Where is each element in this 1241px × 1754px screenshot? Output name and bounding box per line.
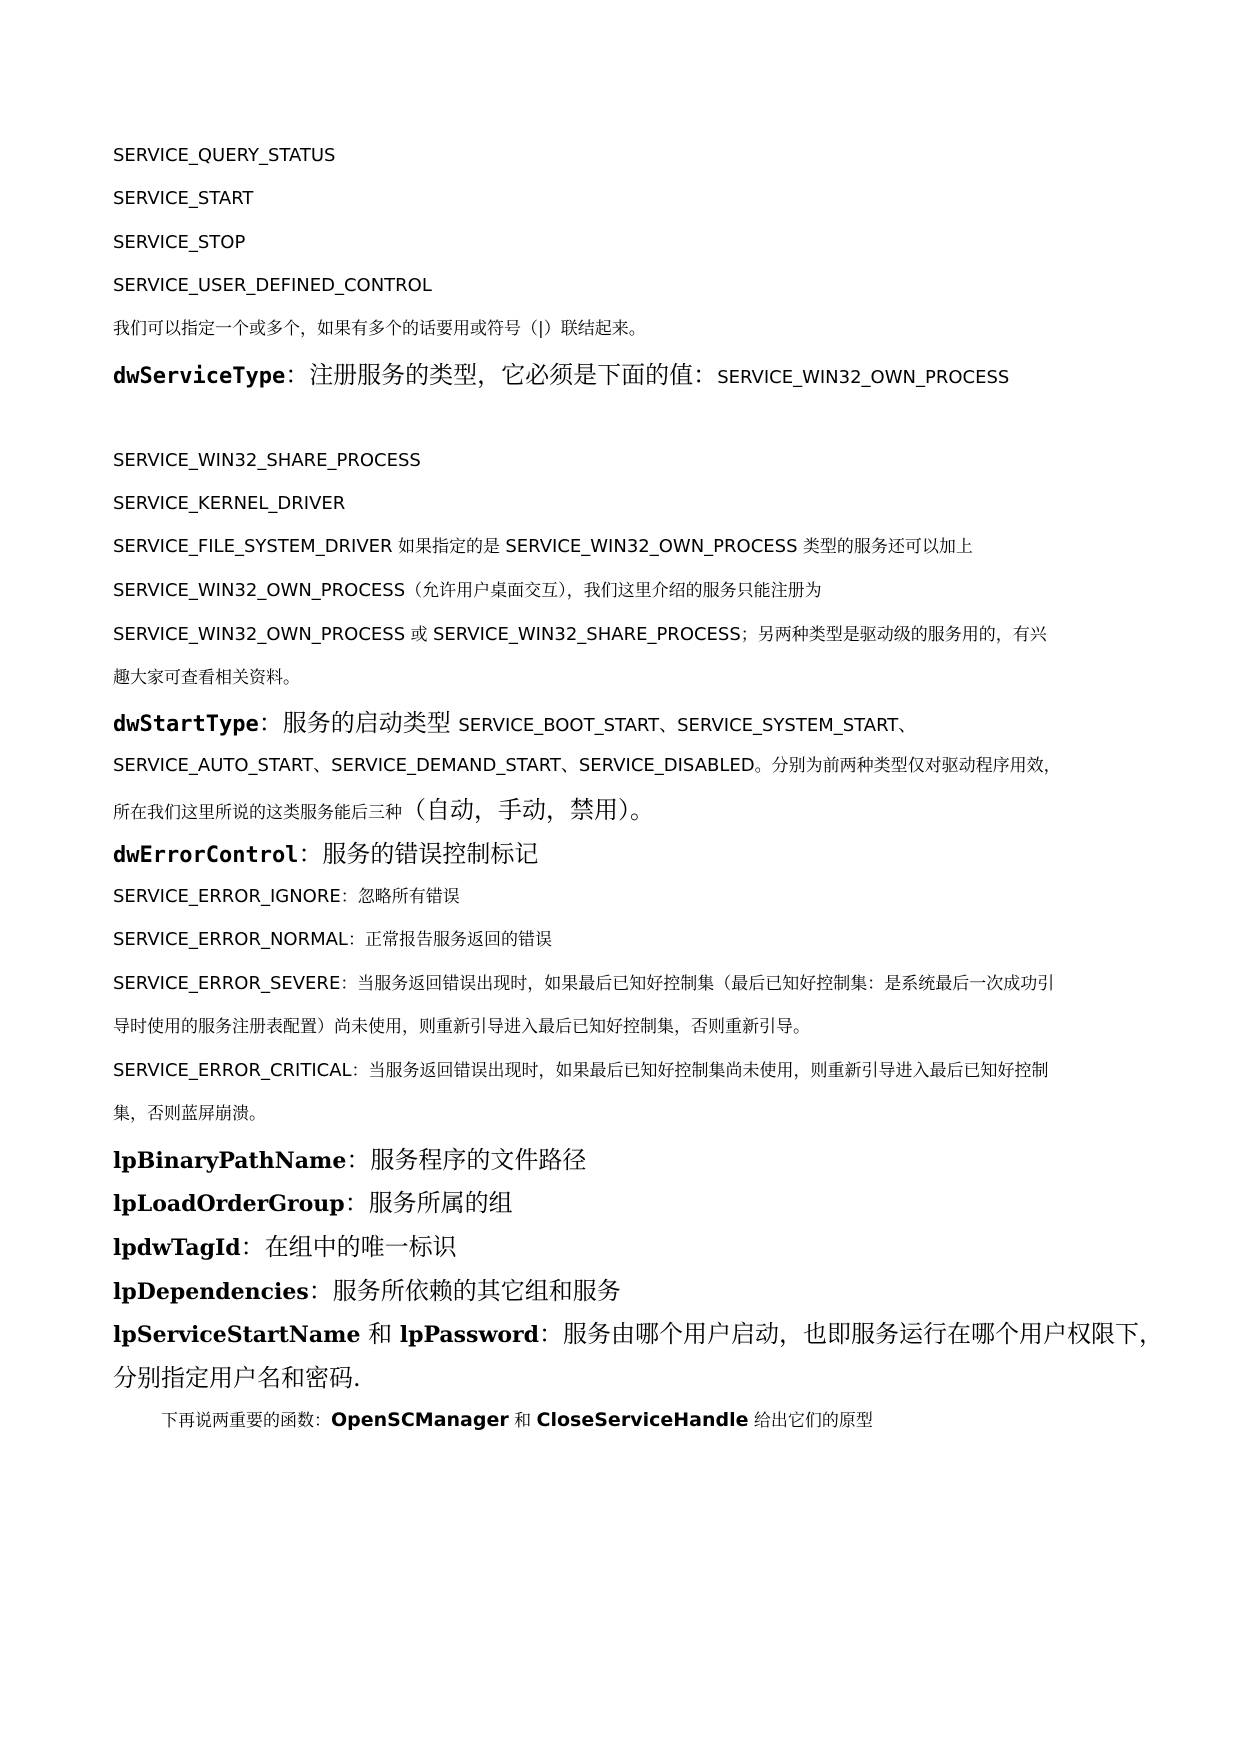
param-description: 服务程序的文件路径	[370, 1146, 587, 1174]
param-name-start-type: dwStartType	[113, 712, 259, 737]
error-severe-line	[113, 975, 1054, 993]
text: （自动，手动，禁用）。	[402, 796, 654, 824]
param-name: lpdwTagId	[113, 1235, 241, 1261]
conjunction: 和	[360, 1320, 400, 1348]
separator: ：	[539, 1320, 564, 1348]
start-type-heading	[113, 711, 916, 736]
text: 下再说两重要的函数：	[161, 1411, 331, 1431]
text: （允许用户桌面交互），我们这里介绍的服务只能注册为	[405, 581, 822, 601]
const-win32-own-process: SERVICE_WIN32_OWN_PROCESS	[113, 624, 406, 645]
const-win32-share-process: SERVICE_WIN32_SHARE_PROCESS	[113, 450, 421, 471]
param-description: 服务所依赖的其它组和服务	[332, 1277, 621, 1305]
param-description: 服务所属的组	[368, 1189, 513, 1217]
start-type-line-3	[113, 798, 654, 822]
separator: ：	[285, 361, 310, 389]
param-name-error-control: dwErrorControl	[113, 843, 299, 868]
param-start-name	[113, 1322, 1163, 1346]
param-binary-path-name	[113, 1148, 586, 1172]
const-kernel-driver: SERVICE_KERNEL_DRIVER	[113, 493, 346, 514]
service-type-line-5	[113, 626, 1047, 644]
const-win32-own-process: SERVICE_WIN32_OWN_PROCESS	[505, 536, 798, 557]
param-name: lpServiceStartName	[113, 1322, 361, 1348]
param-load-order-group	[113, 1191, 513, 1215]
function-name-close-service-handle: CloseServiceHandle	[536, 1409, 749, 1431]
text: 如果指定的是	[392, 537, 506, 557]
param-name: lpDependencies	[113, 1279, 309, 1305]
const-file-system-driver: SERVICE_FILE_SYSTEM_DRIVER	[113, 536, 393, 557]
param-start-name-line-2: 分别指定用户名和密码.	[113, 1364, 361, 1392]
service-type-description: 注册服务的类型，它必须是下面的值：	[309, 361, 718, 389]
error-normal-line	[113, 931, 552, 949]
const-error-critical: SERVICE_ERROR_CRITICAL	[113, 1060, 352, 1081]
text: 或	[405, 625, 433, 645]
start-type-values: SERVICE_BOOT_START、SERVICE_SYSTEM_START、	[458, 715, 917, 736]
text: ：当服务返回错误出现时，如果最后已知好控制集（最后已知好控制集：是系统最后一次成功引	[340, 974, 1055, 994]
error-control-description: 服务的错误控制标记	[322, 840, 539, 868]
param-dependencies	[113, 1279, 621, 1303]
text: 。分别为前两种类型仅对驱动程序用效，	[754, 756, 1061, 776]
separator: ：	[298, 840, 323, 868]
text: 类型的服务还可以加上	[797, 537, 973, 557]
separator: ：	[344, 1189, 369, 1217]
start-type-description: 服务的启动类型	[282, 709, 459, 737]
const-win32-own-process: SERVICE_WIN32_OWN_PROCESS	[113, 580, 406, 601]
text: 和	[508, 1411, 537, 1431]
param-name: lpLoadOrderGroup	[113, 1191, 345, 1217]
param-name: lpBinaryPathName	[113, 1148, 347, 1174]
service-type-line-6: 趣大家可查看相关资料。	[113, 668, 300, 688]
text: ；另两种类型是驱动级的服务用的，有兴	[740, 625, 1047, 645]
functions-intro	[161, 1411, 873, 1430]
text: 给出它们的原型	[748, 1411, 873, 1431]
const-service-stop: SERVICE_STOP	[113, 232, 246, 253]
function-name-open-sc-manager: OpenSCManager	[331, 1409, 509, 1431]
const-error-severe: SERVICE_ERROR_SEVERE	[113, 973, 341, 994]
separator: ：	[346, 1146, 371, 1174]
start-type-line-2	[113, 757, 1061, 775]
note-multi-select: 我们可以指定一个或多个，如果有多个的话要用或符号（|）联结起来。	[113, 319, 646, 339]
separator: ：	[258, 709, 283, 737]
const-service-query-status: SERVICE_QUERY_STATUS	[113, 145, 336, 166]
error-severe-line-2: 导时使用的服务注册表配置）尚未使用，则重新引导进入最后已知好控制集，否则重新引导。	[113, 1017, 810, 1037]
const-win32-share-process: SERVICE_WIN32_SHARE_PROCESS	[432, 624, 741, 645]
param-tag-id	[113, 1235, 457, 1259]
text: ：忽略所有错误	[340, 887, 460, 907]
error-critical-line	[113, 1062, 1049, 1080]
const-service-start: SERVICE_START	[113, 188, 254, 209]
start-type-values: SERVICE_AUTO_START、SERVICE_DEMAND_START、SERVICE_DISABLED	[113, 755, 755, 776]
service-type-heading	[113, 363, 1009, 388]
const-error-normal: SERVICE_ERROR_NORMAL	[113, 929, 348, 950]
service-type-first-value: SERVICE_WIN32_OWN_PROCESS	[717, 367, 1010, 388]
error-ignore-line	[113, 888, 460, 906]
error-control-heading	[113, 842, 538, 867]
text: ：当服务返回错误出现时，如果最后已知好控制集尚未使用，则重新引导进入最后已知好控制	[351, 1061, 1049, 1081]
separator: ：	[240, 1233, 265, 1261]
text: 所在我们这里所说的这类服务能后三种	[113, 803, 402, 823]
const-service-user-defined-control: SERVICE_USER_DEFINED_CONTROL	[113, 275, 432, 296]
service-type-line-3	[113, 538, 973, 556]
param-description: 在组中的唯一标识	[264, 1233, 457, 1261]
param-name-service-type: dwServiceType	[113, 364, 286, 389]
const-error-ignore: SERVICE_ERROR_IGNORE	[113, 886, 341, 907]
separator: ：	[308, 1277, 333, 1305]
param-name: lpPassword	[399, 1322, 540, 1348]
error-critical-line-2: 集，否则蓝屏崩溃。	[113, 1104, 266, 1124]
service-type-line-4	[113, 582, 822, 600]
text: ：正常报告服务返回的错误	[347, 930, 552, 950]
param-description: 服务由哪个用户启动，也即服务运行在哪个用户权限下，	[563, 1320, 1164, 1348]
